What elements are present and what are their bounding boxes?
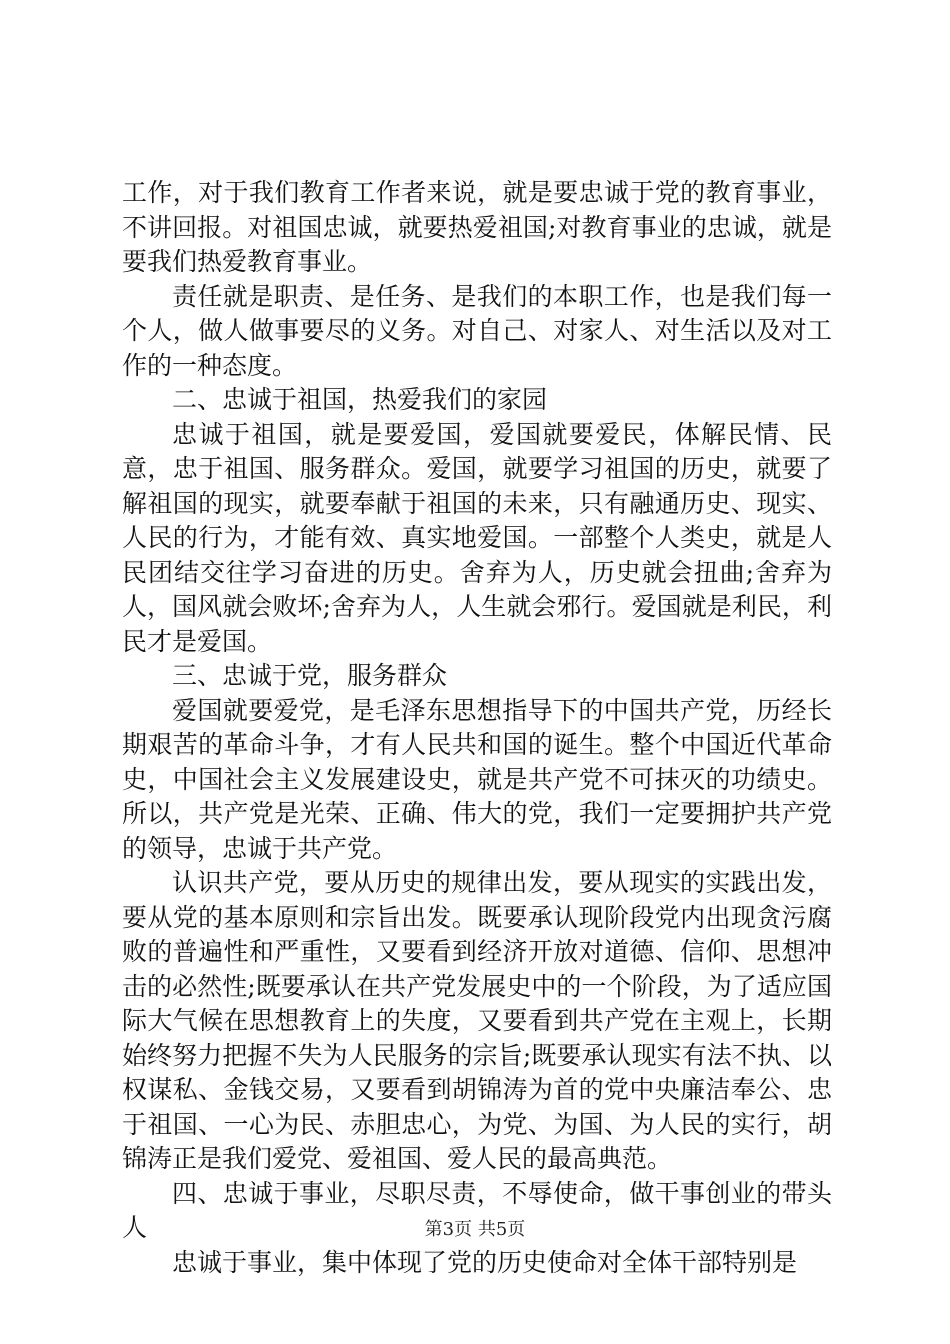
page-number-label: 第3页 共5页 — [424, 1219, 526, 1240]
paragraph: 爱国就要爱党，是毛泽东思想指导下的中国共产党，历经长期艰苦的革命斗争，才有人民共和国的诞生。整个中国近代革命史，中国社会主义发展建设史，就是共产党不可抹灭的功绩史。所以，共产党是光荣、正确、伟大的党，我们一定要拥护共产党的领导，忠诚于共产党。 — [122, 695, 832, 863]
document-body — [122, 176, 832, 1280]
section-heading: 二、忠诚于祖国，热爱我们的家园 — [172, 385, 548, 414]
section-heading: 三、忠诚于党，服务群众 — [172, 661, 448, 690]
section-heading: 四、忠诚于事业，尽职尽责，不辱使命，做干事创业的带头人 — [122, 1178, 832, 1242]
paragraph: 忠诚于事业，集中体现了党的历史使命对全体干部特别是 — [172, 1247, 798, 1277]
page-footer — [0, 1218, 950, 1242]
paragraph: 忠诚于祖国，就是要爱国，爱国就要爱民，体解民情、民意，忠于祖国、服务群众。爱国，就要学习祖国的历史，就要了解祖国的现实，就要奉献于祖国的未来，只有融通历史、现实、人民的行为，才能有效、真实地爱国。一部整个人类史，就是人民团结交往学习奋进的历史。舍弃为人，历史就会扭曲;舍弃为人，国风就会败坏;舍弃为人，人生就会邪行。爱国就是利民，利民才是爱国。 — [122, 419, 832, 656]
paragraph: 责任就是职责、是任务、是我们的本职工作，也是我们每一个人，做人做事要尽的义务。对自己、对家人、对生活以及对工作的一种态度。 — [122, 281, 832, 380]
paragraph: 认识共产党，要从历史的规律出发，要从现实的实践出发，要从党的基本原则和宗旨出发。既要承认现阶段党内出现贪污腐败的普遍性和严重性，又要看到经济开放对道德、信仰、思想冲击的必然性;既要承认在共产党发展史中的一个阶段，为了适应国际大气候在思想教育上的失度，又要看到共产党在主观上，长期始终努力把握不失为人民服务的宗旨;既要承认现实有法不执、以权谋私、金钱交易，又要看到胡锦涛为首的党中央廉洁奉公、忠于祖国、一心为民、赤胆忠心，为党、为国、为人民的实行，胡锦涛正是我们爱党、爱祖国、爱人民的最高典范。 — [122, 868, 832, 1173]
paragraph: 工作，对于我们教育工作者来说，就是要忠诚于党的教育事业，不讲回报。对祖国忠诚，就要热爱祖国;对教育事业的忠诚，就是要我们热爱教育事业。 — [122, 178, 832, 276]
